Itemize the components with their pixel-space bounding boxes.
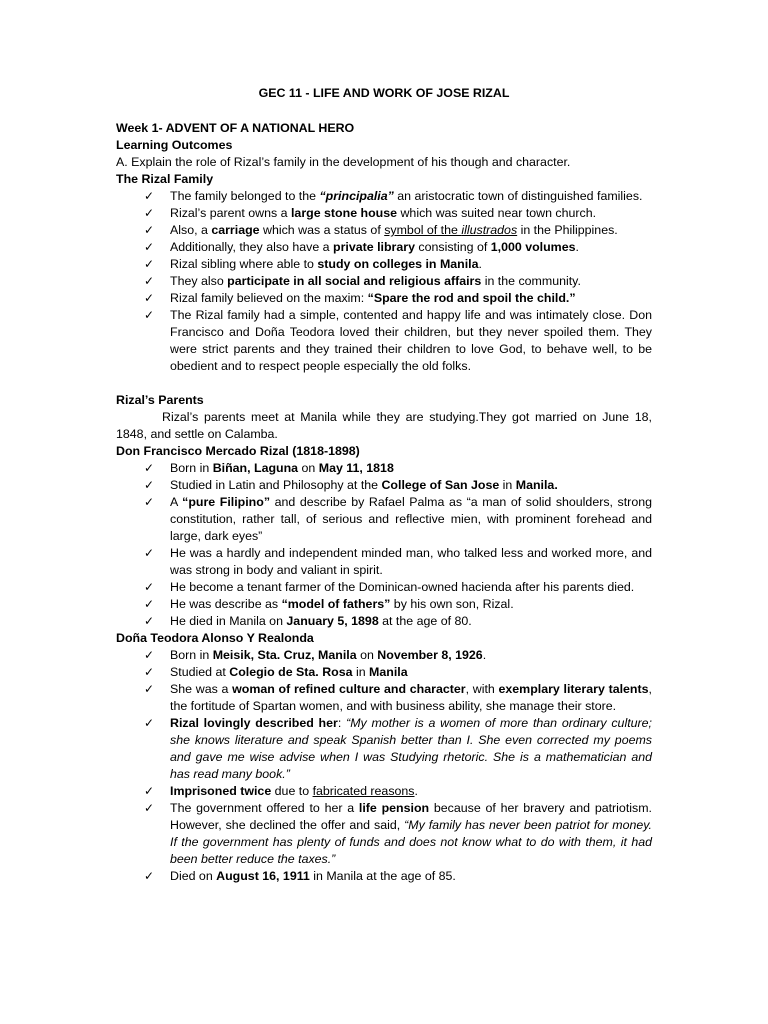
list-item: ✓ Born in Meisik, Sta. Cruz, Manila on November 8, 1926. (144, 648, 487, 662)
list-item: ✓ A “pure Filipino” and describe by Rafael Palma as “a man of solid shoulders, strong constitution, rather tall, of serious and reflective mien, with prominent forehead and large, dark eyes” (144, 495, 652, 543)
list-item: ✓ Rizal family believed on the maxim: “Spare the rod and spoil the child.” (144, 291, 576, 305)
francisco-heading: Don Francisco Mercado Rizal (1818-1898) (116, 444, 360, 458)
list-item: ✓ Born in Biñan, Laguna on May 11, 1818 (144, 461, 394, 475)
check-icon: ✓ (144, 580, 155, 594)
list-item: ✓ He become a tenant farmer of the Dominican-owned hacienda after his parents died. (144, 580, 635, 594)
list-item: ✓ Also, a carriage which was a status of symbol of the illustrados in the Philippines. (144, 223, 618, 237)
list-item: ✓ The family belonged to the “principalia” an aristocratic town of distinguished families. (144, 189, 643, 203)
list-item: ✓ They also participate in all social and religious affairs in the community. (144, 274, 581, 288)
list-item: ✓ He was describe as “model of fathers” by his own son, Rizal. (144, 597, 514, 611)
check-icon: ✓ (144, 546, 155, 560)
outcome-a: A. Explain the role of Rizal’s family in the development of his though and character. (116, 155, 571, 169)
check-icon: ✓ (144, 308, 155, 322)
teodora-heading: Doña Teodora Alonso Y Realonda (116, 631, 314, 645)
family-heading: The Rizal Family (116, 172, 214, 186)
family-list (116, 188, 652, 375)
check-icon: ✓ (144, 716, 155, 730)
check-icon: ✓ (144, 240, 155, 254)
francisco-list (116, 460, 652, 630)
check-icon: ✓ (144, 257, 155, 271)
check-icon: ✓ (144, 784, 155, 798)
list-item: ✓ Imprisoned twice due to fabricated reasons. (144, 784, 418, 798)
list-item: ✓ Rizal lovingly described her: “My mother is a women of more than ordinary culture; she knows literature and speak Spanish better than I. She even corrected my poems and gave me wise advise when I was Studying rhetoric. She is a mathematician and has read many book.” (144, 716, 652, 781)
list-item: ✓ He died in Manila on January 5, 1898 at the age of 80. (144, 614, 472, 628)
check-icon: ✓ (144, 274, 155, 288)
list-item: ✓ Studied at Colegio de Sta. Rosa in Manila (144, 665, 408, 679)
check-icon: ✓ (144, 478, 155, 492)
list-item: ✓ She was a woman of refined culture and character, with exemplary literary talents, the fortitude of Spartan women, and with business ability, she manage their store. (144, 682, 652, 713)
list-item: ✓ The Rizal family had a simple, contented and happy life and was intimately close. Don Francisco and Doña Teodora loved their children, but they never spoiled them. They were strict parents and they trained their children to love God, to behave well, to be obedient and to respect people especially the old folks. (144, 308, 652, 373)
week-heading: Week 1- ADVENT OF A NATIONAL HERO (116, 121, 355, 135)
check-icon: ✓ (144, 597, 155, 611)
teodora-list (116, 647, 652, 885)
check-icon: ✓ (144, 869, 155, 883)
list-item: ✓ He was a hardly and independent minded man, who talked less and worked more, and was strong in body and valiant in spirit. (144, 546, 652, 577)
check-icon: ✓ (144, 801, 155, 815)
check-icon: ✓ (144, 648, 155, 662)
parents-heading: Rizal’s Parents (116, 393, 204, 407)
check-icon: ✓ (144, 665, 155, 679)
check-icon: ✓ (144, 223, 155, 237)
list-item: ✓ Rizal’s parent owns a large stone house which was suited near town church. (144, 206, 597, 220)
check-icon: ✓ (144, 495, 155, 509)
check-icon: ✓ (144, 682, 155, 696)
check-icon: ✓ (144, 461, 155, 475)
parents-paragraph: Rizal’s parents meet at Manila while they are studying.They got married on June 18, 1848, and settle on Calamba. (116, 410, 652, 441)
list-item: ✓ Rizal sibling where able to study on colleges in Manila. (144, 257, 482, 271)
learning-outcomes-heading: Learning Outcomes (116, 138, 233, 152)
list-item: ✓ Died on August 16, 1911 in Manila at the age of 85. (144, 869, 456, 883)
list-item: ✓ Studied in Latin and Philosophy at the College of San Jose in Manila. (144, 478, 558, 492)
check-icon: ✓ (144, 614, 155, 628)
check-icon: ✓ (144, 189, 155, 203)
list-item: ✓ Additionally, they also have a private library consisting of 1,000 volumes. (144, 240, 579, 254)
list-item: ✓ The government offered to her a life pension because of her bravery and patriotism. However, she declined the offer and said, “My family has never been patriot for money. If the government has plenty of funds and does not know what to do with them, it had been better reduce the taxes.” (144, 801, 652, 866)
check-icon: ✓ (144, 291, 155, 305)
document-body (116, 120, 652, 885)
document-title: GEC 11 - LIFE AND WORK OF JOSE RIZAL (258, 86, 510, 100)
check-icon: ✓ (144, 206, 155, 220)
